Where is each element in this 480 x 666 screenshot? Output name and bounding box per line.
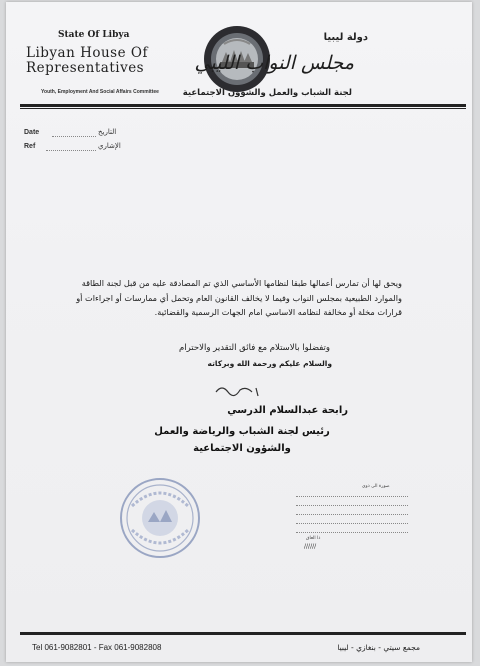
header-en-state: State Of Libya xyxy=(58,30,130,40)
header-rule-thin xyxy=(20,108,466,109)
closing-line: وتفضلوا بالاستلام مع فائق التقدير والاحترام xyxy=(178,343,330,353)
official-stamp-icon xyxy=(118,476,202,560)
letter-page xyxy=(6,2,472,662)
header-rule xyxy=(20,104,466,107)
header-ar-committee: لجنة الشباب والعمل والشؤون الاجتماعية xyxy=(182,88,352,98)
ref-label: Ref xyxy=(24,143,36,150)
date-label: Date xyxy=(24,129,40,136)
footer-address: مجمع سيتي - بنغازي - ليبيا xyxy=(337,643,420,652)
distribution-line xyxy=(296,526,408,533)
body-paragraph: ويحق لها أن تمارس أعمالها طبقا لنظامها الأساسي الذي تم المصادقة عليه من قبل لجنة الطاقة والموارد الطبيعية بمجلس النواب وفيما لا يخالف القانون العام وتحمل أي ممارسات أو اجراءات أو قرارات مخلة أو مخالفة لنظامه الاساسي امام الجهات الرسمية والقضائية. xyxy=(76,278,402,317)
ref-label-ar: الإشاري xyxy=(98,142,121,150)
distribution-list xyxy=(296,490,408,535)
distribution-line xyxy=(296,490,408,497)
header-ar-house: مجلس النواب الليبي xyxy=(194,52,354,74)
distribution-marks: ////// xyxy=(304,543,317,550)
distribution-date: ذا العاق xyxy=(306,536,321,541)
header-en-house: Libyan House Of Representatives xyxy=(26,45,148,76)
distribution-header: صورة الى ذوي xyxy=(362,484,390,489)
distribution-line xyxy=(296,499,408,506)
distribution-line xyxy=(296,508,408,515)
footer-rule xyxy=(20,632,466,635)
date-line xyxy=(52,136,96,137)
signatory-name: رابحة عبدالسلام الدرسي xyxy=(227,405,348,416)
distribution-line xyxy=(296,517,408,524)
signature-mark xyxy=(212,380,272,400)
footer-contacts: Tel 061-9082801 - Fax 061-9082808 xyxy=(32,643,162,652)
ref-line xyxy=(46,150,96,151)
header-ar-state: دولة ليبيا xyxy=(323,32,368,43)
header-en-committee: Youth, Employment And Social Affairs Committee xyxy=(41,89,159,95)
greeting-line: والسلام عليكم ورحمة الله وبركاته xyxy=(207,359,332,368)
date-label-ar: التاريخ xyxy=(98,128,117,136)
signatory-title: رئيس لجنة الشباب والرياضة والعمل والشؤون الاجتماعية xyxy=(154,426,330,454)
